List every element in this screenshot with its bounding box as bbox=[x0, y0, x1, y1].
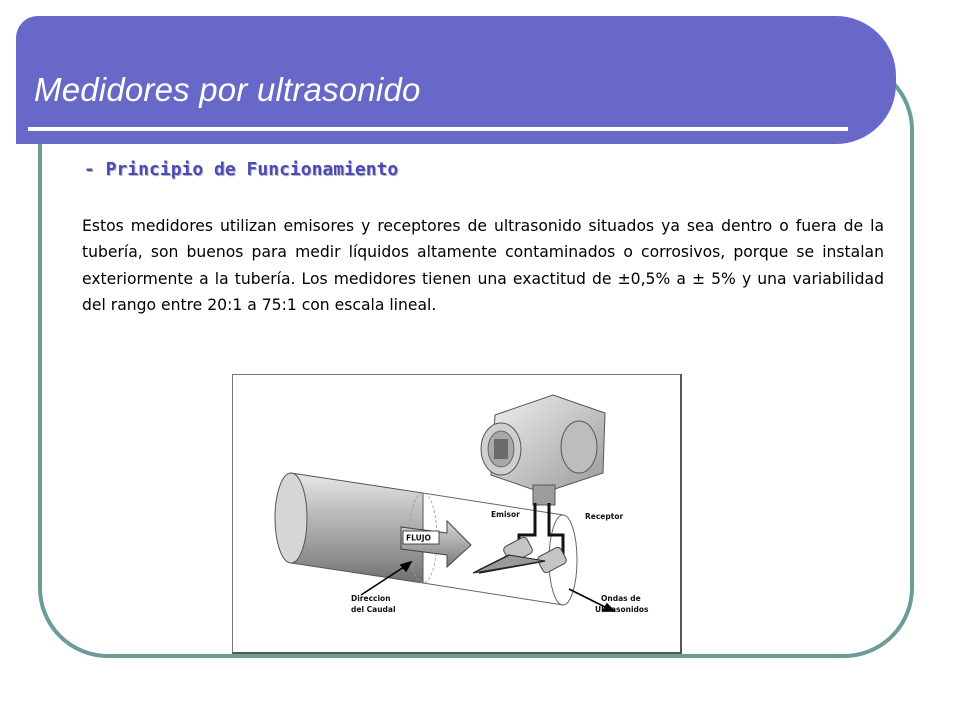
body-paragraph: Estos medidores utilizan emisores y receptores de ultrasonido situados ya sea dentro o fuera de la tubería, son buenos para medir líquidos altamente contaminados o corrosivos, porque se instalan exteriormente a la tubería. Los medidores tienen una exactitud de ±0,5% a ± 5% y una variabilidad del rango entre 20:1 a 75:1 con escala lineal. bbox=[82, 217, 884, 315]
ultrasonic-meter-diagram bbox=[232, 374, 682, 654]
section-subtitle: - Principio de Funcionamiento bbox=[84, 159, 399, 180]
flow-label: FLUJO bbox=[406, 533, 431, 543]
title-underline bbox=[28, 127, 848, 131]
ultrasonic-waves-label: Ondas de bbox=[601, 594, 641, 603]
emitter-label: Emisor bbox=[491, 510, 520, 519]
receiver-label: Receptor bbox=[585, 512, 624, 521]
diagram-illustration bbox=[233, 375, 681, 653]
transmitter-head bbox=[481, 395, 605, 505]
flow-direction-label-2: del Caudal bbox=[351, 605, 396, 614]
ultrasonic-beam bbox=[473, 555, 545, 573]
flow-direction-label: Direccion bbox=[351, 594, 391, 603]
slide-title: Medidores por ultrasonido bbox=[34, 71, 421, 108]
ultrasonic-waves-label-2: Ultrasonidos bbox=[595, 605, 649, 614]
